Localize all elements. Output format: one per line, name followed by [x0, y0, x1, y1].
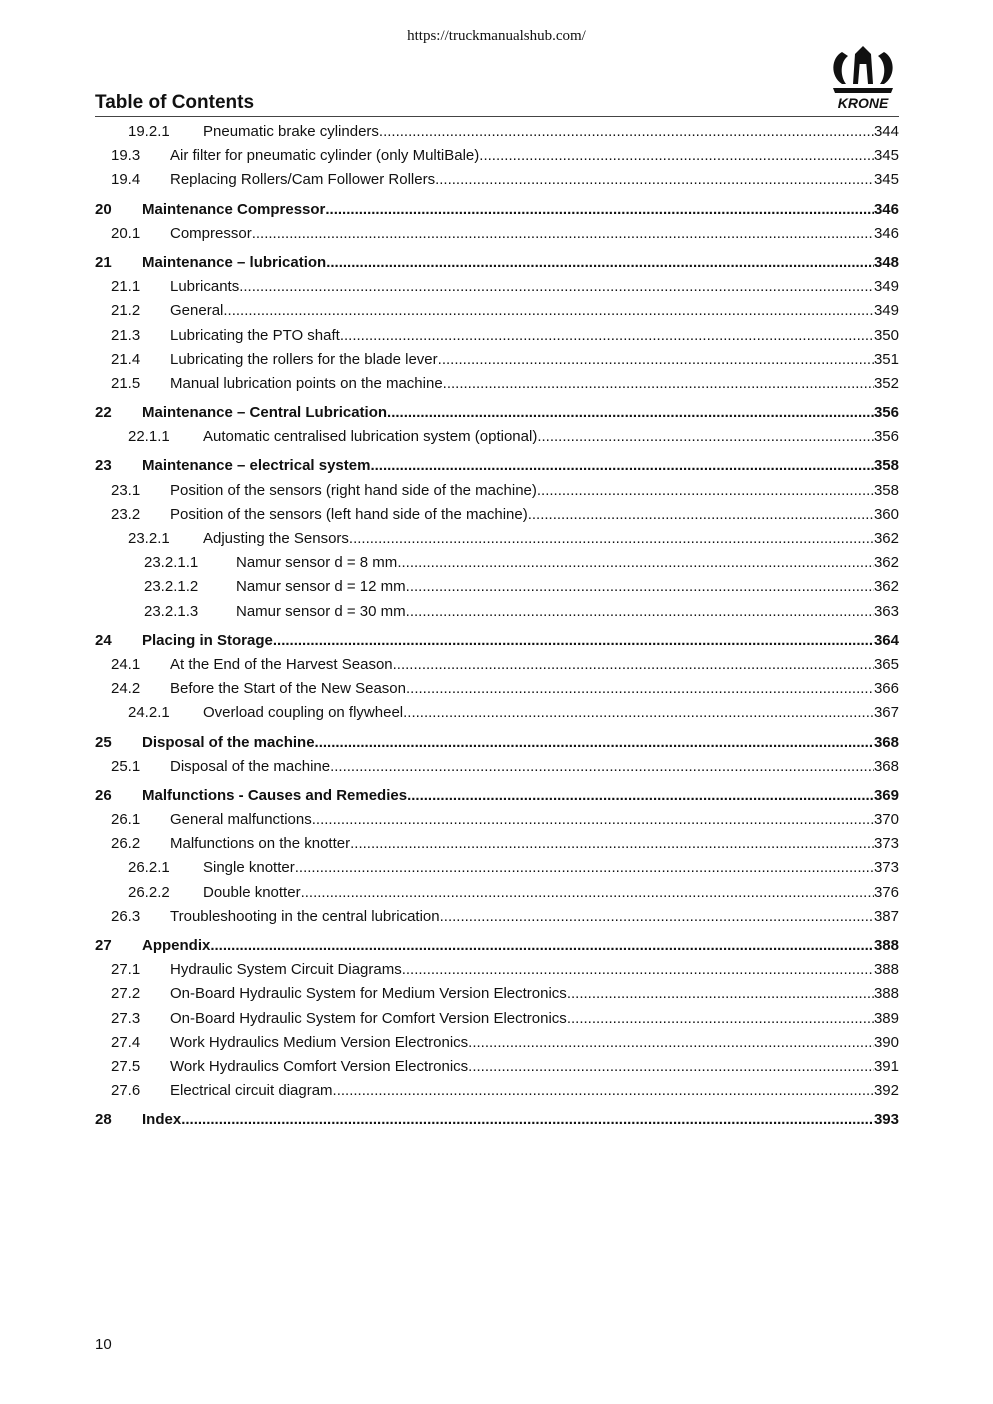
toc-leader-dots: [349, 527, 874, 551]
toc-page-number: 390: [873, 1033, 899, 1051]
toc-number: 20: [95, 200, 112, 218]
toc-title: General: [170, 302, 224, 320]
toc-leader-dots: [181, 1108, 874, 1132]
toc-page-number: 373: [873, 859, 899, 877]
toc-page-number: 362: [873, 530, 899, 547]
toc-number: 23.2.1.1: [144, 554, 199, 572]
toc-leader-dots: [315, 731, 874, 755]
toc-page-number: 392: [873, 1082, 899, 1100]
toc-entry[interactable]: [95, 551, 899, 575]
toc-page-number: 376: [873, 883, 899, 901]
toc-number: 27.2: [111, 985, 141, 1003]
toc-number: 19.4: [111, 171, 141, 189]
toc-page-number: 345: [873, 171, 899, 189]
toc-entry[interactable]: [95, 808, 899, 832]
toc-number: 27.6: [111, 1082, 141, 1100]
toc-number: 26: [95, 786, 112, 804]
toc-entry[interactable]: [95, 144, 899, 168]
toc-title: On-Board Hydraulic System for Comfort Version Electronics: [170, 1009, 567, 1027]
toc-title: Lubricating the PTO shaft: [170, 326, 340, 344]
toc-leader-dots: [403, 701, 874, 725]
toc-leader-dots: [379, 120, 874, 144]
toc-leader-dots: [370, 454, 874, 478]
toc-number: 26.2.1: [128, 859, 170, 877]
toc-title: Automatic centralised lubrication system (optional): [203, 428, 538, 446]
table-of-contents: [95, 120, 899, 1133]
toc-title: Single knotter: [203, 859, 295, 877]
toc-title: Electrical circuit diagram: [170, 1082, 333, 1100]
toc-title: Malfunctions - Causes and Remedies: [142, 786, 408, 804]
toc-page-number: 393: [873, 1111, 899, 1129]
toc-page-number: 364: [873, 631, 899, 649]
toc-page-number: 368: [873, 757, 899, 775]
toc-page-number: 346: [873, 224, 899, 242]
toc-number: 25.1: [111, 757, 141, 775]
toc-entry[interactable]: [95, 479, 899, 503]
toc-leader-dots: [440, 905, 874, 929]
toc-entry[interactable]: [95, 600, 899, 624]
header-divider: [95, 116, 899, 117]
toc-leader-dots: [326, 251, 874, 275]
toc-title: General malfunctions: [170, 811, 312, 829]
toc-title: Adjusting the Sensors: [203, 530, 349, 547]
toc-entry[interactable]: [95, 653, 899, 677]
toc-title: Double knotter: [203, 883, 301, 901]
toc-page-number: 370: [873, 811, 899, 829]
toc-page-number: 346: [873, 200, 899, 218]
toc-page-number: 388: [873, 961, 899, 979]
toc-number: 24.2.1: [128, 704, 170, 722]
toc-chapter[interactable]: [95, 934, 899, 958]
toc-chapter[interactable]: [95, 629, 899, 653]
toc-title: Disposal of the machine: [170, 757, 331, 775]
toc-entry[interactable]: [95, 275, 899, 299]
toc-title: Compressor: [170, 224, 252, 242]
toc-number: 20.1: [111, 224, 141, 242]
toc-entry[interactable]: [95, 1055, 899, 1079]
toc-page-number: 344: [873, 123, 899, 140]
toc-page-number: 356: [873, 428, 899, 446]
toc-number: 27: [95, 937, 112, 954]
toc-number: 25: [95, 733, 112, 751]
toc-entry[interactable]: [95, 1079, 899, 1103]
krone-crown-icon: [833, 46, 893, 93]
toc-number: 21.3: [111, 326, 141, 344]
toc-title: Maintenance – electrical system: [142, 457, 371, 475]
toc-leader-dots: [301, 881, 874, 905]
toc-number: 27.3: [111, 1009, 141, 1027]
toc-page-number: 348: [873, 253, 899, 271]
toc-entry[interactable]: [95, 348, 899, 372]
toc-page-number: 352: [873, 374, 899, 392]
toc-page-number: 349: [873, 302, 899, 320]
toc-page-number: 360: [873, 505, 899, 523]
toc-number: 23.2.1.3: [144, 602, 199, 620]
toc-title: Hydraulic System Circuit Diagrams: [170, 961, 402, 979]
toc-leader-dots: [567, 1007, 874, 1031]
toc-chapter[interactable]: [95, 731, 899, 755]
toc-entry[interactable]: [95, 677, 899, 701]
toc-entry[interactable]: [95, 503, 899, 527]
toc-number: 26.2: [111, 835, 141, 853]
toc-entry[interactable]: [95, 881, 899, 905]
toc-page-number: 389: [873, 1009, 899, 1027]
toc-leader-dots: [330, 755, 874, 779]
toc-entry[interactable]: [95, 832, 899, 856]
page-title: Table of Contents: [95, 92, 255, 113]
toc-number: 26.1: [111, 811, 141, 829]
toc-page-number: 367: [873, 704, 899, 722]
toc-entry[interactable]: [95, 575, 899, 599]
toc-entry[interactable]: [95, 425, 899, 449]
toc-title: Malfunctions on the knotter: [170, 835, 351, 853]
toc-title: Maintenance – Central Lubrication: [142, 404, 388, 422]
toc-leader-dots: [333, 1079, 874, 1103]
toc-title: Position of the sensors (left hand side of the machine): [170, 505, 528, 523]
toc-title: Pneumatic brake cylinders: [203, 123, 379, 140]
toc-leader-dots: [537, 425, 874, 449]
toc-entry[interactable]: [95, 372, 899, 396]
toc-entry[interactable]: [95, 222, 899, 246]
toc-page-number: 358: [873, 481, 899, 499]
toc-title: Before the Start of the New Season: [170, 680, 406, 698]
logo-text: KRONE: [837, 95, 889, 111]
krone-logo: [826, 44, 900, 112]
toc-number: 21: [95, 253, 112, 271]
toc-number: 21.5: [111, 374, 141, 392]
toc-title: Work Hydraulics Comfort Version Electronics: [170, 1057, 469, 1075]
toc-leader-dots: [537, 479, 874, 503]
toc-title: Position of the sensors (right hand side of the machine): [170, 481, 537, 499]
toc-page-number: 391: [873, 1057, 899, 1075]
toc-chapter[interactable]: [95, 454, 899, 478]
toc-page-number: 362: [873, 554, 899, 572]
toc-title: Appendix: [142, 937, 211, 954]
toc-page-number: 366: [873, 680, 899, 698]
toc-page-number: 345: [873, 147, 899, 165]
toc-leader-dots: [273, 629, 874, 653]
toc-leader-dots: [223, 299, 874, 323]
toc-page-number: 388: [873, 937, 899, 954]
toc-leader-dots: [387, 401, 874, 425]
toc-number: 23.2.1: [128, 530, 170, 547]
toc-number: 19.3: [111, 147, 141, 165]
toc-number: 22: [95, 404, 112, 422]
toc-number: 26.3: [111, 907, 141, 925]
toc-leader-dots: [528, 503, 874, 527]
toc-leader-dots: [325, 198, 874, 222]
toc-number: 23.1: [111, 481, 141, 499]
toc-page-number: 369: [873, 786, 899, 804]
toc-title: Replacing Rollers/Cam Follower Rollers: [170, 171, 436, 189]
toc-leader-dots: [406, 677, 874, 701]
toc-number: 23.2.1.2: [144, 578, 199, 596]
toc-title: Overload coupling on flywheel: [203, 704, 404, 722]
toc-page-number: 363: [873, 602, 899, 620]
toc-entry[interactable]: [95, 1007, 899, 1031]
toc-title: Maintenance – lubrication: [142, 253, 327, 271]
toc-entry[interactable]: [95, 120, 899, 144]
toc-title: Index: [142, 1111, 182, 1129]
toc-number: 22.1.1: [128, 428, 170, 446]
toc-page-number: 362: [873, 578, 899, 596]
toc-leader-dots: [479, 144, 874, 168]
toc-title: Work Hydraulics Medium Version Electronics: [170, 1033, 469, 1051]
toc-leader-dots: [402, 958, 874, 982]
toc-title: Namur sensor d = 12 mm: [236, 578, 406, 596]
toc-chapter[interactable]: [95, 198, 899, 222]
toc-entry[interactable]: [95, 856, 899, 880]
toc-entry[interactable]: [95, 527, 899, 551]
toc-leader-dots: [210, 934, 874, 958]
toc-page-number: 358: [873, 457, 899, 475]
toc-title: Lubricating the rollers for the blade lever: [170, 350, 438, 368]
toc-title: Namur sensor d = 8 mm: [236, 554, 398, 572]
toc-page-number: 368: [873, 733, 899, 751]
toc-number: 27.4: [111, 1033, 141, 1051]
toc-leader-dots: [350, 832, 874, 856]
toc-page-number: 387: [873, 907, 899, 925]
toc-title: Maintenance Compressor: [142, 200, 326, 218]
toc-page-number: 356: [873, 404, 899, 422]
toc-entry[interactable]: [95, 168, 899, 192]
toc-leader-dots: [438, 348, 874, 372]
toc-entry[interactable]: [95, 1031, 899, 1055]
toc-leader-dots: [468, 1031, 874, 1055]
toc-title: Manual lubrication points on the machine: [170, 374, 443, 392]
toc-entry[interactable]: [95, 324, 899, 348]
toc-chapter[interactable]: [95, 1108, 899, 1132]
toc-number: 21.4: [111, 350, 141, 368]
source-url: https://truckmanualshub.com/: [407, 28, 586, 44]
toc-leader-dots: [407, 784, 874, 808]
toc-number: 21.1: [111, 278, 141, 296]
toc-number: 24: [95, 631, 112, 649]
toc-chapter[interactable]: [95, 784, 899, 808]
toc-number: 26.2.2: [128, 883, 170, 901]
toc-leader-dots: [435, 168, 874, 192]
toc-leader-dots: [406, 575, 874, 599]
toc-leader-dots: [393, 653, 874, 677]
page-number: 10: [95, 1336, 112, 1353]
toc-title: Disposal of the machine: [142, 733, 315, 751]
toc-page-number: 373: [873, 835, 899, 853]
toc-entry[interactable]: [95, 982, 899, 1006]
toc-title: At the End of the Harvest Season: [170, 655, 393, 673]
toc-title: Namur sensor d = 30 mm: [236, 602, 406, 620]
toc-leader-dots: [406, 600, 874, 624]
toc-leader-dots: [239, 275, 874, 299]
toc-number: 21.2: [111, 302, 141, 320]
toc-chapter[interactable]: [95, 401, 899, 425]
toc-leader-dots: [340, 324, 874, 348]
toc-number: 19.2.1: [128, 123, 170, 140]
toc-chapter[interactable]: [95, 251, 899, 275]
toc-entry[interactable]: [95, 905, 899, 929]
toc-leader-dots: [443, 372, 874, 396]
toc-leader-dots: [295, 856, 874, 880]
toc-title: On-Board Hydraulic System for Medium Version Electronics: [170, 985, 567, 1003]
toc-leader-dots: [397, 551, 874, 575]
toc-leader-dots: [252, 222, 874, 246]
toc-number: 28: [95, 1111, 112, 1129]
toc-entry[interactable]: [95, 299, 899, 323]
toc-page-number: 365: [873, 655, 899, 673]
toc-page-number: 351: [873, 350, 899, 368]
toc-number: 24.1: [111, 655, 141, 673]
toc-number: 23.2: [111, 505, 141, 523]
toc-number: 23: [95, 457, 112, 475]
toc-page-number: 350: [873, 326, 899, 344]
toc-number: 27.1: [111, 961, 141, 979]
toc-number: 27.5: [111, 1057, 141, 1075]
toc-title: Lubricants: [170, 278, 240, 296]
toc-leader-dots: [468, 1055, 874, 1079]
toc-title: Air filter for pneumatic cylinder (only MultiBale): [170, 147, 480, 165]
toc-entry[interactable]: [95, 958, 899, 982]
toc-page-number: 349: [873, 278, 899, 296]
toc-entry[interactable]: [95, 755, 899, 779]
toc-number: 24.2: [111, 680, 141, 698]
toc-title: Placing in Storage: [142, 631, 273, 649]
toc-entry[interactable]: [95, 701, 899, 725]
toc-leader-dots: [567, 982, 874, 1006]
toc-page-number: 388: [873, 985, 899, 1003]
toc-leader-dots: [312, 808, 874, 832]
toc-title: Troubleshooting in the central lubrication: [170, 907, 440, 925]
